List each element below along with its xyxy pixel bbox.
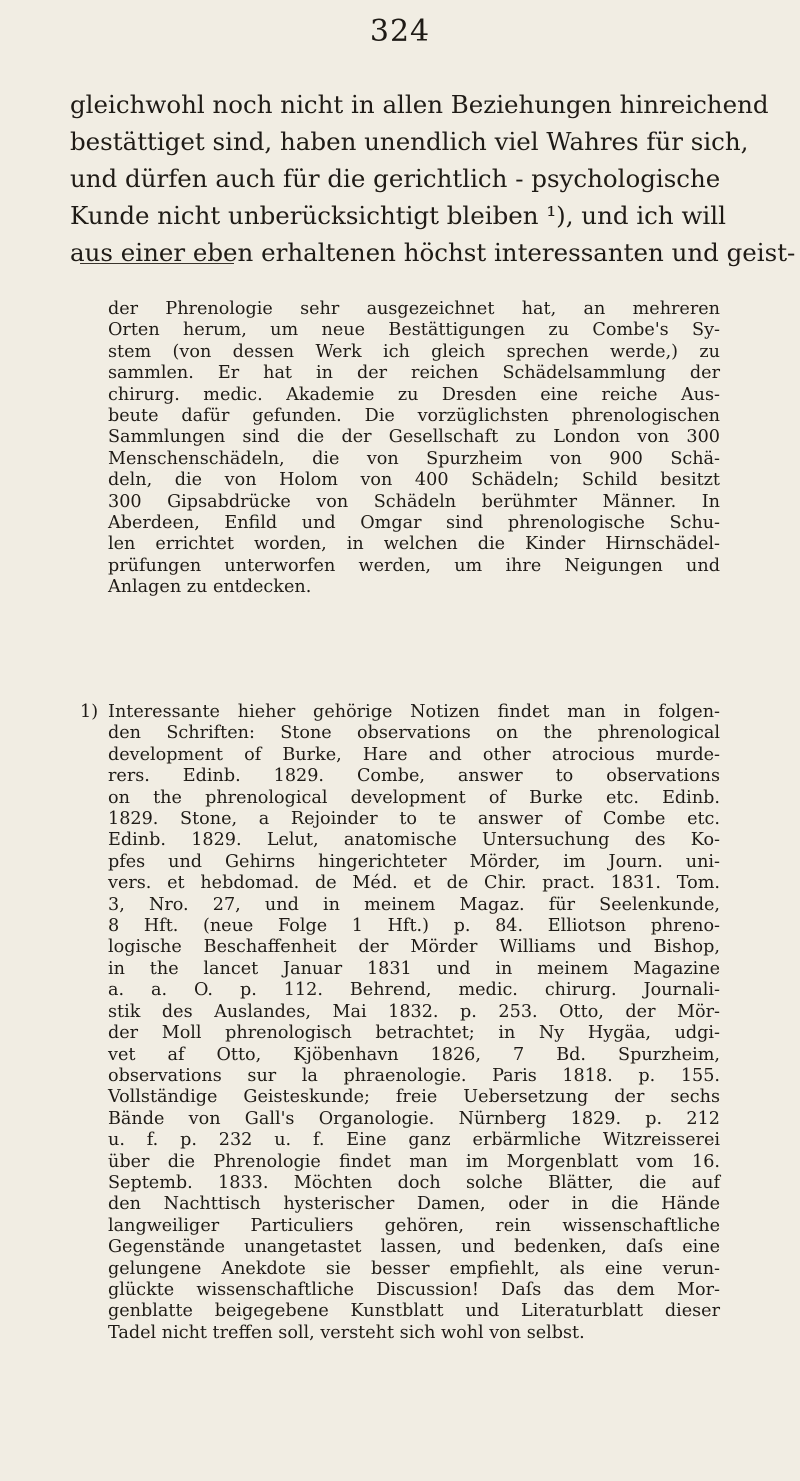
- footnote-line: a. a. O. p. 112. Behrend, medic. chirurg. Journali-: [108, 980, 720, 1001]
- note-line: Sammlungen sind die der Gesellschaft zu London von 300: [108, 427, 720, 448]
- footnote-line: der Moll phrenologisch betrachtet; in Ny Hygäa, udgi-: [108, 1023, 720, 1044]
- footnote-line: genblatte beigegebene Kunstblatt und Literaturblatt dieser: [108, 1301, 720, 1322]
- note-line: len errichtet worden, in welchen die Kinder Hirnschädel-: [108, 534, 720, 555]
- footnote-line: u. f. p. 232 u. f. Eine ganz erbärmliche Witzreisserei: [108, 1130, 720, 1151]
- note-line: Aberdeen, Enfild und Omgar sind phrenologische Schu-: [108, 513, 720, 534]
- footnote-line: vers. et hebdomad. de Méd. et de Chir. pract. 1831. Tom.: [108, 873, 720, 894]
- footnote-line: vet af Otto, Kjöbenhavn 1826, 7 Bd. Spurzheim,: [108, 1044, 720, 1065]
- note-line: Menschenschädeln, die von Spurzheim von 900 Schä-: [108, 448, 720, 469]
- note-line: Anlagen zu entdecken.: [108, 577, 312, 598]
- main-text-line: bestättiget sind, haben unendlich viel Wahres für sich,: [70, 127, 749, 156]
- footnote-line: langweiliger Particuliers gehören, rein wissenschaftliche: [108, 1215, 720, 1236]
- footnote-marker: 1): [80, 702, 99, 722]
- footnote-line: 8 Hft. (neue Folge 1 Hft.) p. 84. Elliotson phreno-: [108, 916, 720, 937]
- note-line: prüfungen unterworfen werden, um ihre Neigungen und: [108, 555, 720, 576]
- main-text-line: Kunde nicht unberücksichtigt bleiben ¹), und ich will: [70, 201, 726, 230]
- footnote-line: observations sur la phraenologie. Paris 1818. p. 155.: [108, 1065, 720, 1086]
- footnote-line: Vollständige Geisteskunde; freie Uebersetzung der sechs: [108, 1087, 720, 1108]
- main-text-line: gleichwohl noch nicht in allen Beziehungen hinreichend: [70, 90, 769, 119]
- footnote-line: Tadel nicht treffen soll, versteht sich wohl von selbst.: [108, 1322, 585, 1343]
- footnote-line: Gegenstände unangetastet lassen, und bedenken, daſs eine: [108, 1237, 720, 1258]
- main-text: [70, 86, 796, 271]
- note-line: chirurg. medic. Akademie zu Dresden eine reiche Aus-: [108, 384, 720, 405]
- footnote-body: [108, 702, 720, 1344]
- footnote-line: logische Beschaffenheit der Mörder Williams und Bishop,: [108, 937, 720, 958]
- footnote-line: development of Burke, Hare and other atrocious murde-: [108, 744, 720, 765]
- note-line: beute dafür gefunden. Die vorzüglichsten phrenologischen: [108, 406, 720, 427]
- footnote-line: Bände von Gall's Organologie. Nürnberg 1829. p. 212: [108, 1108, 720, 1129]
- footnote-line: pfes und Gehirns hingerichteter Mörder, im Journ. uni-: [108, 851, 720, 872]
- footnote-line: Edinb. 1829. Lelut, anatomische Untersuchung des Ko-: [108, 830, 720, 851]
- footnote-line: in the lancet Januar 1831 und in meinem Magazine: [108, 958, 720, 979]
- page-number: 324: [369, 14, 431, 49]
- footnote-line: 1829. Stone, a Rejoinder to te answer of Combe etc.: [108, 809, 720, 830]
- main-text-line: und dürfen auch für die gerichtlich - psychologische: [70, 164, 721, 193]
- footnote-line: stik des Auslandes, Mai 1832. p. 253. Otto, der Mör-: [108, 1001, 720, 1022]
- footnote-line: 3, Nro. 27, und in meinem Magaz. für Seelenkunde,: [108, 894, 720, 915]
- footnote-line: gelungene Anekdote sie besser empfiehlt, als eine verun-: [108, 1258, 720, 1279]
- footnote-line: glückte wissenschaftliche Discussion! Daſs das dem Mor-: [108, 1279, 720, 1300]
- note-line: deln, die von Holom von 400 Schädeln; Schild besitzt: [108, 470, 720, 491]
- note-line: 300 Gipsabdrücke von Schädeln berühmter Männer. In: [108, 491, 720, 512]
- note-line: stem (von dessen Werk ich gleich sprechen werde,) zu: [108, 341, 720, 362]
- footnote-line: den Schriften: Stone observations on the phrenological: [108, 723, 720, 744]
- footnote-separator-rule: [80, 263, 234, 264]
- footnote-line: den Nachttisch hysterischer Damen, oder in die Hände: [108, 1194, 720, 1215]
- note-line: Orten herum, um neue Bestättigungen zu Combe's Sy-: [108, 320, 720, 341]
- footnote-line: on the phrenological development of Burke etc. Edinb.: [108, 787, 720, 808]
- note-line: sammlen. Er hat in der reichen Schädelsammlung der: [108, 363, 720, 384]
- main-text-line: aus einer eben erhaltenen höchst interessanten und geist-: [70, 238, 796, 267]
- continued-footnote: [108, 299, 720, 599]
- footnote-line: über die Phrenologie findet man im Morgenblatt vom 16.: [108, 1151, 720, 1172]
- note-line: der Phrenologie sehr ausgezeichnet hat, an mehreren: [108, 299, 720, 319]
- footnote-line: Interessante hieher gehörige Notizen findet man in folgen-: [108, 702, 720, 722]
- footnote-line: Septemb. 1833. Möchten doch solche Blätter, die auf: [108, 1172, 720, 1193]
- footnote-line: rers. Edinb. 1829. Combe, answer to observations: [108, 766, 720, 787]
